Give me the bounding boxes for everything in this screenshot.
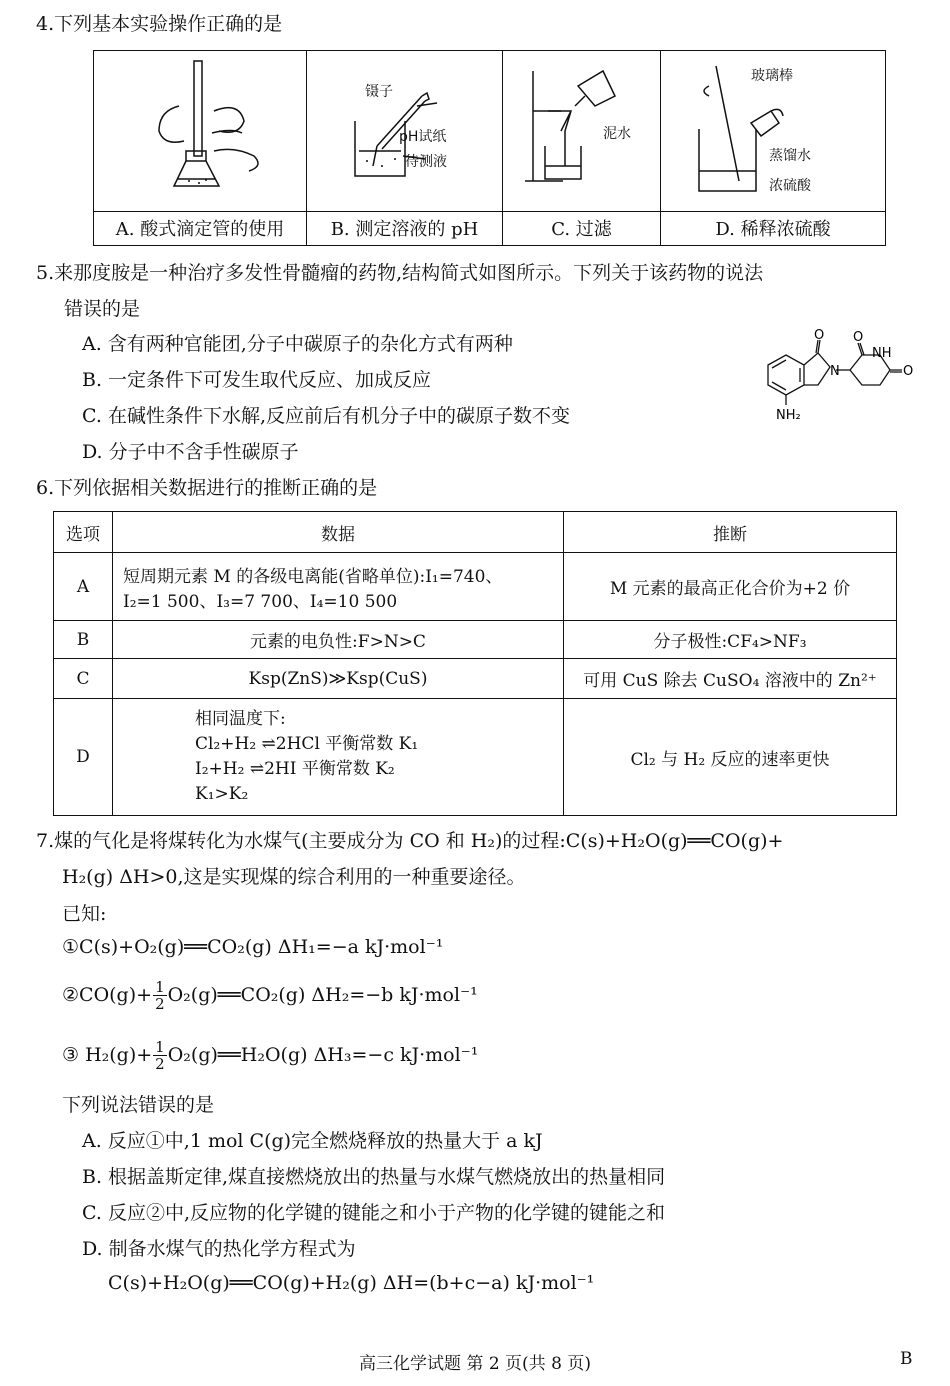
q6-row-d-data-l3: I₂+H₂ ⇌2HI 平衡常数 K₂	[195, 759, 395, 779]
q6-row-a-inference: M 元素的最高正化合价为+2 价	[609, 579, 851, 599]
q4-caption-c: C. 过滤	[503, 211, 661, 246]
q6-row-b-inference: 分子极性:CF₄>NF₃	[653, 632, 807, 652]
label-glass-rod: 玻璃棒	[751, 68, 793, 84]
q6-row-a-key: A	[54, 553, 113, 620]
q6-row-d	[54, 698, 896, 815]
q6-header-inference: 推断	[713, 524, 747, 545]
q7-known: 已知:	[62, 903, 107, 925]
q4-caption-a: A. 酸式滴定管的使用	[94, 211, 307, 246]
q4-caption-b: B. 测定溶液的 pH	[307, 211, 503, 246]
q7-eq3-pre: ③ H₂(g)+	[62, 1044, 153, 1066]
q6-row-c-inference: 可用 CuS 除去 CuSO₄ 溶液中的 Zn²⁺	[583, 671, 877, 691]
label-conc-sulfuric: 浓硫酸	[769, 178, 811, 194]
q6-header-row	[54, 512, 896, 552]
q4-caption-d: D. 稀释浓硫酸	[661, 211, 885, 246]
atom-nh: NH	[872, 346, 892, 361]
q5-option-a: A. 含有两种官能团,分子中碳原子的杂化方式有两种	[82, 333, 513, 355]
label-distilled-water: 蒸馏水	[769, 148, 811, 164]
q6-row-c-key: C	[54, 659, 113, 698]
q7-stem-line1: 7.煤的气化是将煤转化为水煤气(主要成分为 CO 和 H₂)的过程:C(s)+H₂O(g)══CO(g)+	[36, 830, 784, 852]
q4-figure-table	[93, 50, 886, 246]
q7-final-equation: C(s)+H₂O(g)══CO(g)+H₂(g) ΔH=(b+c−a) kJ·mol⁻¹	[108, 1272, 595, 1294]
q4-image-a	[94, 51, 307, 211]
q6-row-d-data-l4: K₁>K₂	[195, 784, 249, 804]
q6-row-d-data	[113, 699, 564, 815]
q7-eq2-pre: ②CO(g)+	[62, 984, 153, 1006]
atom-o2: O	[853, 330, 864, 345]
q6-row-a-data-l2: I₂=1 500、I₃=7 700、I₄=10 500	[123, 591, 398, 612]
q7-eq3	[62, 1033, 478, 1077]
q7-eq3-post: O₂(g)══H₂O(g) ΔH₃=−c kJ·mol⁻¹	[167, 1044, 479, 1066]
q7-eq3-fraction	[153, 1039, 167, 1072]
q4-image-c	[503, 51, 661, 211]
label-muddy-water: 泥水	[603, 126, 631, 142]
atom-nh2: NH₂	[776, 408, 801, 423]
q6-header-data: 数据	[113, 512, 564, 552]
filtration-illustration	[503, 51, 661, 211]
q6-row-a	[54, 552, 896, 620]
q5-stem-line1: 5.来那度胺是一种治疗多发性骨髓瘤的药物,结构简式如图所示。下列关于该药物的说法	[36, 262, 764, 284]
frac-denominator: 2	[155, 994, 165, 1013]
label-ph-paper: pH试纸	[399, 129, 447, 145]
q7-stem-line2: H₂(g) ΔH>0,这是实现煤的综合利用的一种重要途径。	[62, 866, 526, 888]
q7-prompt: 下列说法错误的是	[62, 1094, 215, 1116]
frac-numerator: 1	[155, 977, 165, 996]
q5-stem-line2: 错误的是	[64, 298, 141, 320]
page-footer: 高三化学试题 第 2 页(共 8 页)	[359, 1354, 591, 1374]
q6-data-table	[53, 511, 897, 816]
q7-option-b: B. 根据盖斯定律,煤直接燃烧放出的热量与水煤气燃烧放出的热量相同	[82, 1166, 666, 1188]
burette-titration-illustration	[94, 51, 307, 211]
q6-row-c-data: Ksp(ZnS)≫Ksp(CuS)	[113, 659, 564, 698]
label-tweezers: 镊子	[365, 84, 393, 100]
q6-row-a-data	[113, 553, 564, 620]
atom-o1: O	[814, 328, 825, 343]
q4-stem: 4.下列基本实验操作正确的是	[36, 13, 283, 35]
q6-row-a-data-l1: 短周期元素 M 的各级电离能(省略单位):I₁=740、	[123, 566, 503, 587]
q5-option-d: D. 分子中不含手性碳原子	[82, 441, 299, 463]
q6-row-b-data: 元素的电负性:F>N>C	[113, 621, 564, 658]
lenalidomide-structure	[750, 325, 925, 425]
atom-o3: O	[903, 364, 914, 379]
q5-option-c: C. 在碱性条件下水解,反应前后有机分子中的碳原子数不变	[82, 405, 570, 427]
q6-stem: 6.下列依据相关数据进行的推断正确的是	[36, 477, 378, 499]
q7-eq1: ①C(s)+O₂(g)══CO₂(g) ΔH₁=−a kJ·mol⁻¹	[62, 936, 444, 958]
paper-version-label: B	[900, 1349, 913, 1369]
label-test-liquid: 待测液	[405, 154, 447, 170]
q4-image-b	[307, 51, 503, 211]
atom-n1: N	[830, 364, 840, 379]
q6-row-b	[54, 620, 896, 658]
q5-option-b: B. 一定条件下可发生取代反应、加成反应	[82, 369, 432, 391]
q6-row-c	[54, 658, 896, 698]
q6-row-b-key: B	[54, 621, 113, 658]
q4-image-d	[661, 51, 885, 211]
frac-denominator: 2	[155, 1054, 165, 1073]
q7-option-c: C. 反应②中,反应物的化学键的键能之和小于产物的化学键的键能之和	[82, 1202, 665, 1224]
q7-eq2-post: O₂(g)══CO₂(g) ΔH₂=−b kJ·mol⁻¹	[167, 984, 478, 1006]
q7-option-a: A. 反应①中,1 mol C(g)完全燃烧释放的热量大于 a kJ	[82, 1130, 543, 1152]
q6-row-d-data-l2: Cl₂+H₂ ⇌2HCl 平衡常数 K₁	[195, 734, 419, 754]
q7-eq2	[62, 973, 478, 1017]
q6-row-d-data-l1: 相同温度下:	[195, 709, 286, 729]
q6-row-d-key: D	[54, 699, 113, 815]
q7-eq2-fraction	[153, 979, 167, 1012]
q7-option-d: D. 制备水煤气的热化学方程式为	[82, 1238, 356, 1260]
frac-numerator: 1	[155, 1037, 165, 1056]
q6-header-option: 选项	[54, 512, 113, 552]
q6-row-d-inference: Cl₂ 与 H₂ 反应的速率更快	[630, 749, 830, 770]
